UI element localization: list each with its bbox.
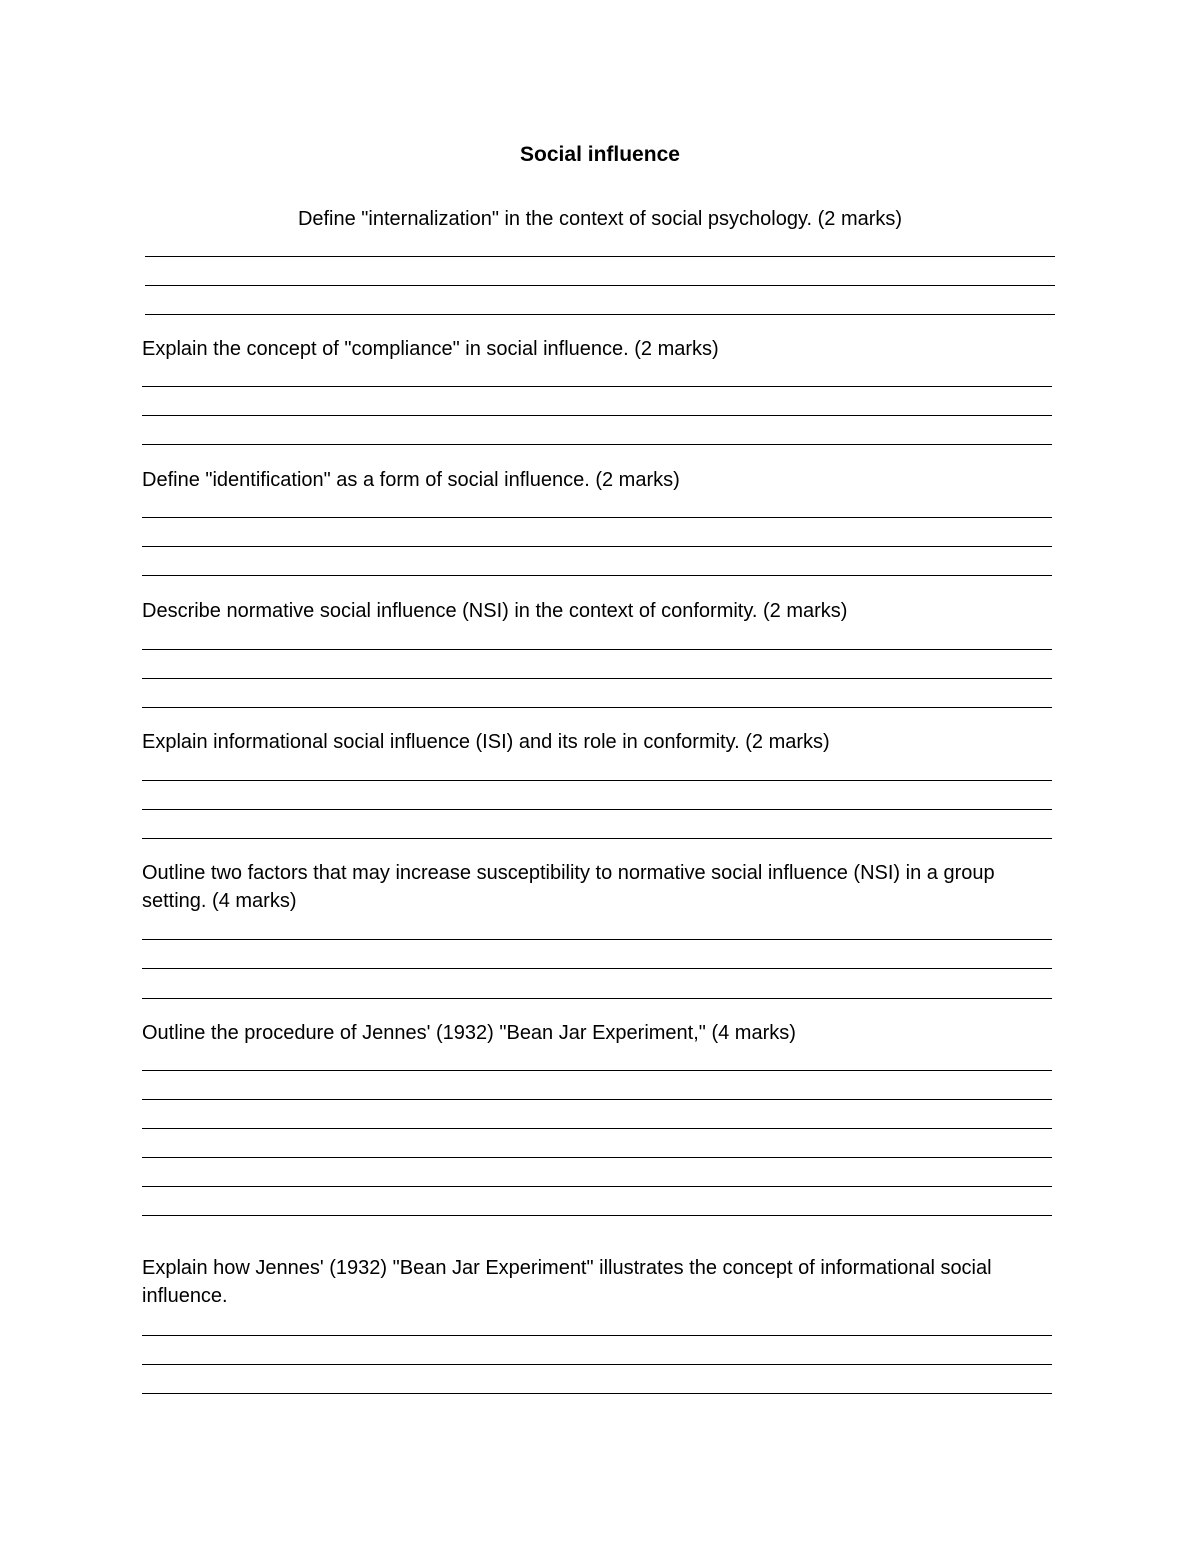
answer-line[interactable]	[142, 1215, 1052, 1216]
answer-line[interactable]	[142, 1099, 1052, 1100]
answer-line[interactable]	[142, 1335, 1052, 1336]
answer-line[interactable]	[142, 386, 1052, 387]
answer-line[interactable]	[142, 575, 1052, 576]
answer-line[interactable]	[142, 809, 1052, 810]
answer-line[interactable]	[142, 444, 1052, 445]
question-6: Outline two factors that may increase susceptibility to normative social influence (NSI) in a group setting. (4 marks)	[142, 862, 995, 912]
answer-line[interactable]	[142, 1364, 1052, 1365]
worksheet-title: Social influence	[520, 143, 680, 166]
answer-line[interactable]	[145, 314, 1055, 315]
question-1: Define "internalization" in the context of social psychology. (2 marks)	[297, 208, 903, 230]
answer-line[interactable]	[142, 1393, 1052, 1394]
answer-line[interactable]	[142, 1157, 1052, 1158]
answer-line[interactable]	[142, 546, 1052, 547]
answer-line[interactable]	[142, 1186, 1052, 1187]
answer-line[interactable]	[142, 415, 1052, 416]
answer-line[interactable]	[142, 968, 1052, 969]
answer-line[interactable]	[142, 649, 1052, 650]
question-4: Describe normative social influence (NSI) in the context of conformity. (2 marks)	[142, 600, 848, 622]
question-8: Explain how Jennes' (1932) "Bean Jar Experiment" illustrates the concept of informational social influence.	[142, 1257, 992, 1307]
answer-line[interactable]	[142, 780, 1052, 781]
answer-line[interactable]	[145, 256, 1055, 257]
answer-line[interactable]	[142, 838, 1052, 839]
answer-line[interactable]	[142, 998, 1052, 999]
answer-line[interactable]	[142, 707, 1052, 708]
answer-line[interactable]	[142, 1070, 1052, 1071]
answer-line[interactable]	[142, 678, 1052, 679]
question-7: Outline the procedure of Jennes' (1932) "Bean Jar Experiment," (4 marks)	[142, 1022, 796, 1044]
answer-line[interactable]	[145, 285, 1055, 286]
question-5: Explain informational social influence (ISI) and its role in conformity. (2 marks)	[142, 731, 830, 753]
answer-line[interactable]	[142, 517, 1052, 518]
question-3: Define "identification" as a form of social influence. (2 marks)	[142, 469, 680, 491]
answer-line[interactable]	[142, 1128, 1052, 1129]
question-2: Explain the concept of "compliance" in social influence. (2 marks)	[142, 338, 719, 360]
answer-line[interactable]	[142, 939, 1052, 940]
